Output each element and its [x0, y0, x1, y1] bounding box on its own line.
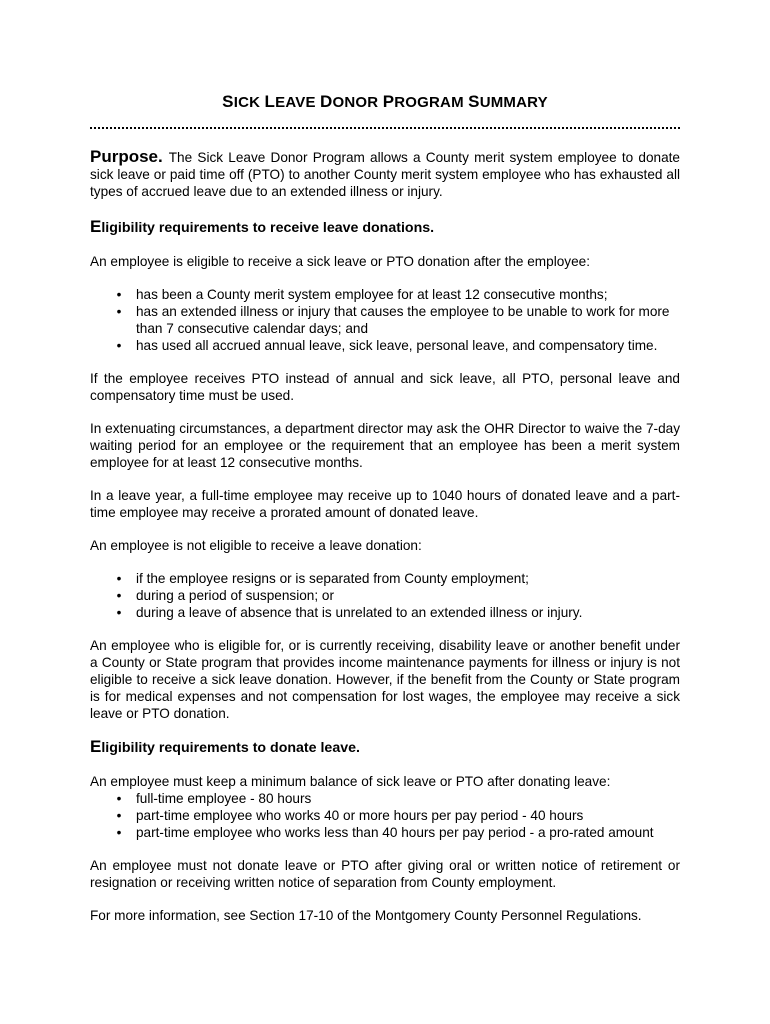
more-info-paragraph: For more information, see Section 17-10 of the Montgomery County Personnel Regulations.	[90, 908, 642, 923]
bullet-icon: •	[116, 808, 122, 823]
list-item-text: during a leave of absence that is unrelated to an extended illness or injury.	[136, 605, 583, 620]
list-item	[90, 570, 680, 587]
extenuating-paragraph: In extenuating circumstances, a department director may ask the OHR Director to waive the 7-day waiting period for an employee or the requirement that an employee has been a merit system employee for at least 12 consecutive months.	[90, 421, 680, 470]
title-part: S	[222, 92, 234, 111]
title-part: L	[264, 92, 276, 111]
list-item-text: full-time employee - 80 hours	[136, 791, 312, 806]
retirement-paragraph: An employee must not donate leave or PTO after giving oral or written notice of retirement or resignation or receiving written notice of separation from County employment.	[90, 858, 680, 890]
list-item	[90, 807, 680, 824]
not-eligible-intro: An employee is not eligible to receive a leave donation:	[90, 538, 422, 553]
list-item	[90, 587, 680, 604]
bullet-icon: •	[116, 287, 122, 302]
heading-cap: E	[90, 217, 102, 236]
list-item	[90, 337, 680, 354]
bullet-icon: •	[116, 571, 122, 586]
purpose-paragraph	[90, 148, 680, 200]
bullet-icon: •	[116, 605, 122, 620]
section-heading-donate	[90, 738, 680, 757]
bullet-icon: •	[116, 588, 122, 603]
title-part: P	[382, 92, 395, 111]
title-part: ICK	[233, 94, 265, 111]
bullet-icon: •	[116, 791, 122, 806]
title-part: ROGRAM	[394, 94, 469, 111]
not-eligible-list	[90, 570, 680, 621]
list-item	[90, 604, 680, 621]
list-item-text: during a period of suspension; or	[136, 588, 334, 603]
purpose-text: The Sick Leave Donor Program allows a County merit system employee to donate sick leave or paid time off (PTO) to another County merit system employee who has exhausted all types of accrued leave due to an extended illness or injury.	[90, 150, 680, 199]
pto-paragraph: If the employee receives PTO instead of annual and sick leave, all PTO, personal leave and compensatory time must be used.	[90, 371, 680, 403]
heading-rest: ligibility requirements to receive leave donations.	[101, 220, 435, 236]
list-item	[90, 790, 680, 807]
list-item-text: has been a County merit system employee for at least 12 consecutive months;	[136, 287, 608, 302]
document-body	[90, 93, 680, 924]
bullet-icon: •	[116, 825, 122, 840]
dotted-divider	[90, 127, 680, 129]
heading-cap: E	[90, 737, 102, 756]
list-item	[90, 824, 680, 841]
receive-eligibility-list	[90, 286, 680, 354]
donate-intro: An employee must keep a minimum balance of sick leave or PTO after donating leave:	[90, 774, 611, 789]
list-item	[90, 303, 680, 337]
list-item-text: part-time employee who works 40 or more hours per pay period - 40 hours	[136, 808, 584, 823]
title-part: ONOR	[332, 94, 383, 111]
title-part: D	[320, 92, 333, 111]
page-title	[90, 93, 680, 113]
title-part: UMMARY	[479, 94, 548, 111]
title-part: EAVE	[275, 94, 321, 111]
list-item-text: part-time employee who works less than 40 hours per pay period - a pro-rated amount	[136, 825, 654, 840]
bullet-icon: •	[116, 338, 122, 353]
title-part: S	[468, 92, 480, 111]
list-item-text: has an extended illness or injury that causes the employee to be unable to work for more than 7 consecutive calendar days; and	[136, 304, 670, 336]
leave-year-paragraph: In a leave year, a full-time employee may receive up to 1040 hours of donated leave and a part-time employee may receive a prorated amount of donated leave.	[90, 488, 680, 520]
list-item-text: if the employee resigns or is separated from County employment;	[136, 571, 529, 586]
section-heading-receive	[90, 218, 680, 237]
receive-intro: An employee is eligible to receive a sick leave or PTO donation after the employee:	[90, 254, 590, 269]
purpose-label: Purpose.	[90, 147, 163, 166]
list-item	[90, 286, 680, 303]
bullet-icon: •	[116, 304, 122, 319]
minimum-balance-list	[90, 790, 680, 841]
heading-rest: ligibility requirements to donate leave.	[101, 740, 360, 756]
list-item-text: has used all accrued annual leave, sick leave, personal leave, and compensatory time.	[136, 338, 658, 353]
disability-paragraph: An employee who is eligible for, or is currently receiving, disability leave or another benefit under a County or State program that provides income maintenance payments for illness or injury is not eligible to receive a sick leave donation. However, if the benefit from the County or State program is for medical expenses and not compensation for lost wages, the employee may receive a sick leave or PTO donation.	[90, 638, 680, 721]
